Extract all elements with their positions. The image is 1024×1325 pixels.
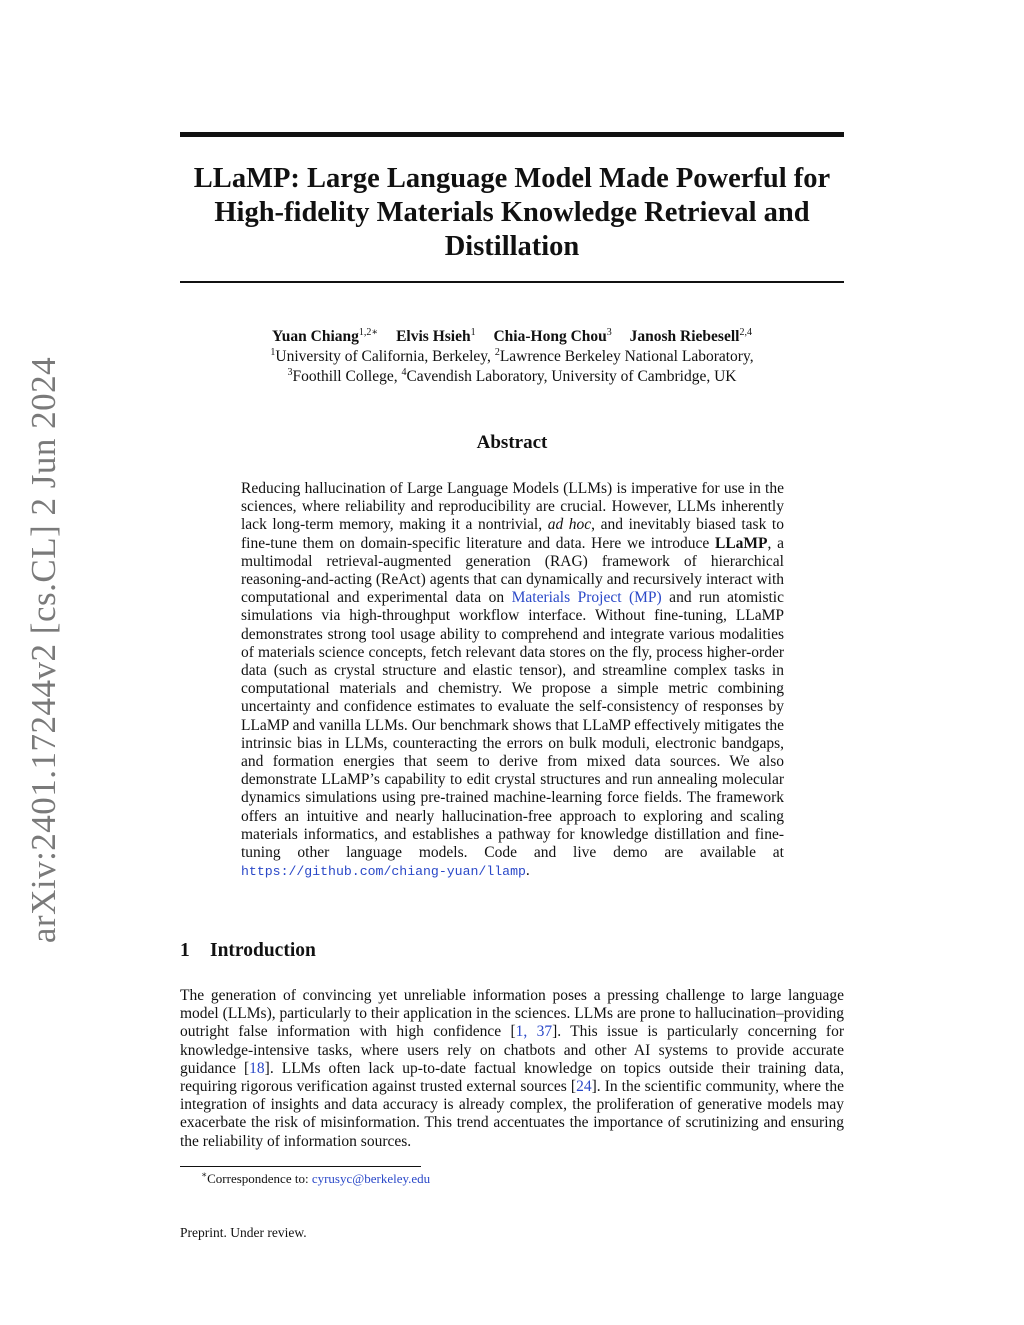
author-list <box>180 327 844 347</box>
section-title: Introduction <box>210 940 316 961</box>
author-affiliation-mark: 1,2 <box>358 326 372 338</box>
affiliation-line: $^3$Foothill College, $^4$Cavendish Laboratory, University of Cambridge, UK <box>287 366 737 385</box>
footnote-mark: ∗ <box>201 1169 208 1180</box>
affiliation-line: $^1$University of California, Berkeley, $^2$Lawrence Berkeley National Laboratory, <box>270 346 754 365</box>
introduction-paragraph: The generation of convincing yet unreliable information poses a pressing challenge to large language model (LLMs), particularly to their application in the sciences. LLMs are prone to hallucination–providing outright false information with high confidence [1, 37]. This issue is particularly concerning for knowledge-intensive tasks, where users rely on chatbots and other AI systems to provide accurate guidance [18]. LLMs often lack up-to-date factual knowledge on topics outside their training data, requiring rigorous verification against trusted external sources [24]. In the scientific community, where the integration of insights and data accuracy is already complex, the proliferation of generative models may exacerbate the risk of misinformation. This trend accentuates the importance of scrutinizing and ensuring the reliability of information sources. <box>180 987 845 1150</box>
citation-link[interactable]: 1, 37 <box>515 1023 553 1041</box>
affiliation: Cavendish Laboratory, University of Cambridge, UK <box>406 368 737 385</box>
abstract-heading: Abstract <box>476 432 548 453</box>
affiliation: Foothill College, <box>292 368 398 385</box>
affiliation: University of California, Berkeley, <box>275 348 491 365</box>
affiliation: Lawrence Berkeley National Laboratory, <box>499 348 754 365</box>
footnote-rule <box>180 1166 421 1167</box>
paper-title: LLaMP: Large Language Model Made Powerful for High-fidelity Materials Knowledge Retrieval and Distillation <box>193 163 831 262</box>
title-bottom-rule <box>180 281 844 283</box>
author-affiliation-mark: 2,4 <box>739 326 752 338</box>
email-link[interactable]: cyrusyc@berkeley.edu <box>311 1171 431 1186</box>
author-affiliation-mark: 1 <box>470 326 476 338</box>
author-name: Chia-Hong Chou <box>493 328 607 345</box>
author-affiliation-mark: 3 <box>606 326 612 338</box>
title-top-rule <box>180 132 844 137</box>
author-name: Janosh Riebesell <box>629 328 740 345</box>
citation-link[interactable]: 18 <box>249 1059 265 1077</box>
github-link[interactable]: https://github.com/chiang-yuan/llamp <box>241 864 526 880</box>
correspondence-mark: ∗ <box>371 326 379 338</box>
preprint-note: Preprint. Under review. <box>180 1225 307 1240</box>
section-heading-introduction <box>180 940 316 962</box>
citation-link[interactable]: 24 <box>576 1078 592 1096</box>
arxiv-identifier: arXiv:2401.17244v2 [cs.CL] 2 Jun 2024 <box>24 356 63 944</box>
author-name: Yuan Chiang <box>272 328 359 345</box>
llamp-name: LLaMP <box>715 534 768 552</box>
materials-project-link[interactable]: Materials Project (MP) <box>511 589 662 607</box>
author-block <box>180 327 844 387</box>
footnote: ∗Correspondence to: cyrusyc@berkeley.edu <box>201 1169 431 1186</box>
abstract-body: Reducing hallucination of Large Language Models (LLMs) is imperative for use in the sciences, where reliability and reproducibility are crucial. However, LLMs inherently lack long-term memory, making it a nontrivial, ad hoc, and inevitably biased task to fine-tune them on domain-specific literature and data. Here we introduce LLaMP, a multimodal retrieval-augmented generation (RAG) framework of hierarchical reasoning-and-acting (ReAct) agents that can dynamically and recursively interact with computational and experimental data on Materials Project (MP) and run atomistic simulations via high-throughput workflow interface. Without fine-tuning, LLaMP demonstrates strong tool usage ability to comprehend and integrate various modalities of materials science concepts, fetch relevant data stores on the fly, process higher-order data (such as crystal structure and elastic tensor), and streamline complex tasks in computational materials and chemistry. We propose a simple metric combining uncertainty and confidence estimates to evaluate the self-consistency of responses by LLaMP and vanilla LLMs. Our benchmark shows that LLaMP effectively mitigates the intrinsic bias in LLMs, counteracting the errors on bulk moduli, electronic bandgaps, and formation energies that seem to derive from mixed data sources. We also demonstrate LLaMP’s capability to edit crystal structures and run annealing molecular dynamics simulations using pre-trained machine-learning force fields. The framework offers an intuitive and nearly hallucination-free approach to exploring and scaling materials informatics, and establishes a pathway for knowledge distillation and fine-tuning other language models. Code and live demo are available at https://github.com/chiang-yuan/llamp. <box>241 480 784 880</box>
section-number: 1 <box>180 940 190 961</box>
author-name: Elvis Hsieh <box>396 328 471 345</box>
